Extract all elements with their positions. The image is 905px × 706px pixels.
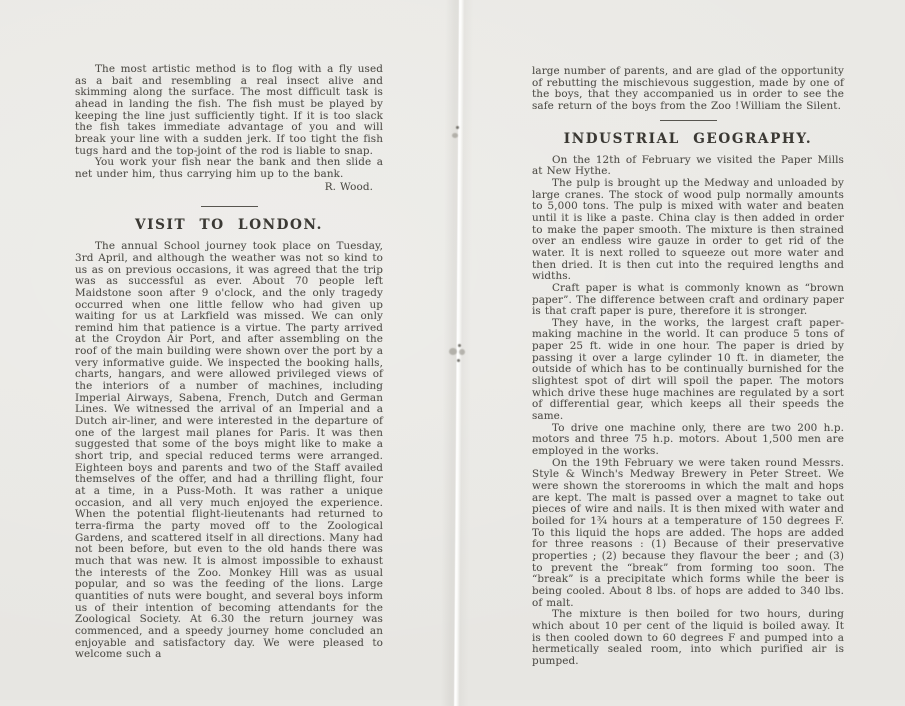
section-divider-rule: [660, 120, 717, 121]
article-heading: INDUSTRIAL GEOGRAPHY.: [563, 130, 813, 147]
visit-paragraph: The annual School journey took place on Tuesday, 3rd April, and although the weather was not so kind to us as on previous occasions, it was agreed that the trip was as successful as ever. About 70 people left Maidstone soon after 9 o'clock, and the only tragedy occurred when one little fellow who had given up waiting for us at Larkfield was missed. We can only remind him that patience is a virtue. The party arrived at the Croydon Air Port, and after assembling on the roof of the main building were shown over the port by a very informative guide. We inspected the booking halls, charts, hangars, and were allowed privileged views of the interiors of a number of machines, including Imperial Airways, Sabena, French, Dutch and German Lines. We witnessed the arrival of an Imperial and a Dutch air-liner, and were interested in the departure of one of the largest mail planes for Paris. It was then suggested that some of the boys might like to make a short trip, and special reduced terms were arranged. Eighteen boys and parents and two of the Staff availed themselves of the offer, and had a thrilling flight, four at a time, in a Puss-Moth. It was rather a unique occasion, and all very much enjoyed the experience. When the potential flight-lieutenants had returned to terra-firma the party moved off to the Zoological Gardens, and scattered itself in all directions. Many had not been before, but even to the old hands there was much that was new. It is almost impossible to exhaust the interests of the Zoo. Monkey Hill was as usual popular, and so was the feeding of the lions. Large quantities of nuts were bought, and several boys inform us of their intention of becoming attendants for the Zoological Society. At 6.30 the return journey was commenced, and a speedy journey home concluded an enjoyable and satisfactory day. We were pleased to welcome such a: [75, 240, 383, 661]
industrial-paragraph: On the 19th February we were taken round Messrs. Style & Winch's Medway Brewery in Peter Street. We were shown the storerooms in which the malt and hops are kept. The malt is passed over a magnet to take out pieces of wire and nails. It is then mixed with water and boiled for 1¾ hours at a temperature of 150 degrees F. To this liquid the hops are added. The hops are added for three reasons : (1) Because of their preservative properties ; (2) because they flavour the beer ; and (3) to prevent the “break” from forming too soon. The “break” is a precipitate which forms while the beer is being cooled. About 8 lbs. of hops are added to 340 lbs. of malt.: [532, 456, 844, 609]
left-page: [75, 64, 383, 661]
article-fishing-continuation: [75, 64, 383, 193]
article-heading: VISIT TO LONDON.: [135, 217, 323, 234]
article-visit-continuation: [532, 66, 844, 113]
right-page: [532, 66, 844, 668]
fishing-paragraph: The most artistic method is to flog with a fly used as a bait and resembling a real insect alive and skimming along the surface. The most difficult task is ahead in landing the fish. The fish must be played by keeping the line just sufficiently tight. If it is too slack the fish takes immediate advantage of you and will break your line with a sudden jerk. If too tight the fish tugs hard and the top-joint of the rod is liable to snap.: [75, 63, 383, 157]
article-visit-to-london: [75, 218, 383, 661]
staple-mark: [459, 349, 465, 355]
page-gutter-fold: [441, 0, 474, 706]
author-signature: William the Silent.: [740, 99, 841, 112]
industrial-paragraph: The pulp is brought up the Medway and unloaded by large cranes. The stock of wood pulp normally amounts to 5,000 tons. The pulp is mixed with water and beaten until it is like a paste. China clay is then added in order to make the paper smooth. The mixture is then strained over an endless wire gauze in order to get rid of the water. It is next rolled to squeeze out more water and then dried. It is then cut into the required lengths and widths.: [532, 176, 844, 283]
author-signature: R. Wood.: [324, 180, 373, 193]
industrial-paragraph: They have, in the works, the largest craft paper-making machine in the world. It can produce 5 tons of paper 25 ft. wide in one hour. The paper is dried by passing it over a large cylinder 10 ft. in diameter, the outside of which has to be continually burnished for the slightest spot of dirt will spoil the paper. The motors which drive these huge machines are regulated by a sort of differential gear, which keeps all their speeds the same.: [532, 316, 844, 423]
staple-mark: [452, 133, 458, 138]
article-industrial-geography: [532, 132, 844, 668]
staple-mark: [456, 126, 459, 129]
industrial-paragraph: To drive one machine only, there are two 200 h.p. motors and three 75 h.p. motors. About 1,500 men are employed in the works.: [532, 421, 844, 458]
visit-continuation-paragraph: large number of parents, and are glad of the opportunity of rebutting the mischievous suggestion, made by one of the boys, that they accompanied us in order to see the safe return of the boys from the Zoo !: [532, 65, 844, 112]
staple-mark: [458, 344, 461, 347]
section-divider-rule: [201, 206, 258, 207]
staple-mark: [457, 359, 460, 362]
fishing-paragraph: You work your fish near the bank and then slide a net under him, thus carrying him up to the bank.: [75, 156, 383, 180]
staple-mark: [449, 348, 457, 355]
industrial-paragraph: The mixture is then boiled for two hours, during which about 10 per cent of the liquid is boiled away. It is then cooled down to 60 degrees F and pumped into a hermetically sealed room, into which purified air is pumped.: [532, 608, 844, 667]
industrial-paragraph: Craft paper is what is commonly known as “brown paper”. The difference between craft and ordinary paper is that craft paper is pure, therefore it is stronger.: [532, 281, 844, 318]
industrial-paragraph: On the 12th of February we visited the Paper Mills at New Hythe.: [532, 153, 844, 178]
